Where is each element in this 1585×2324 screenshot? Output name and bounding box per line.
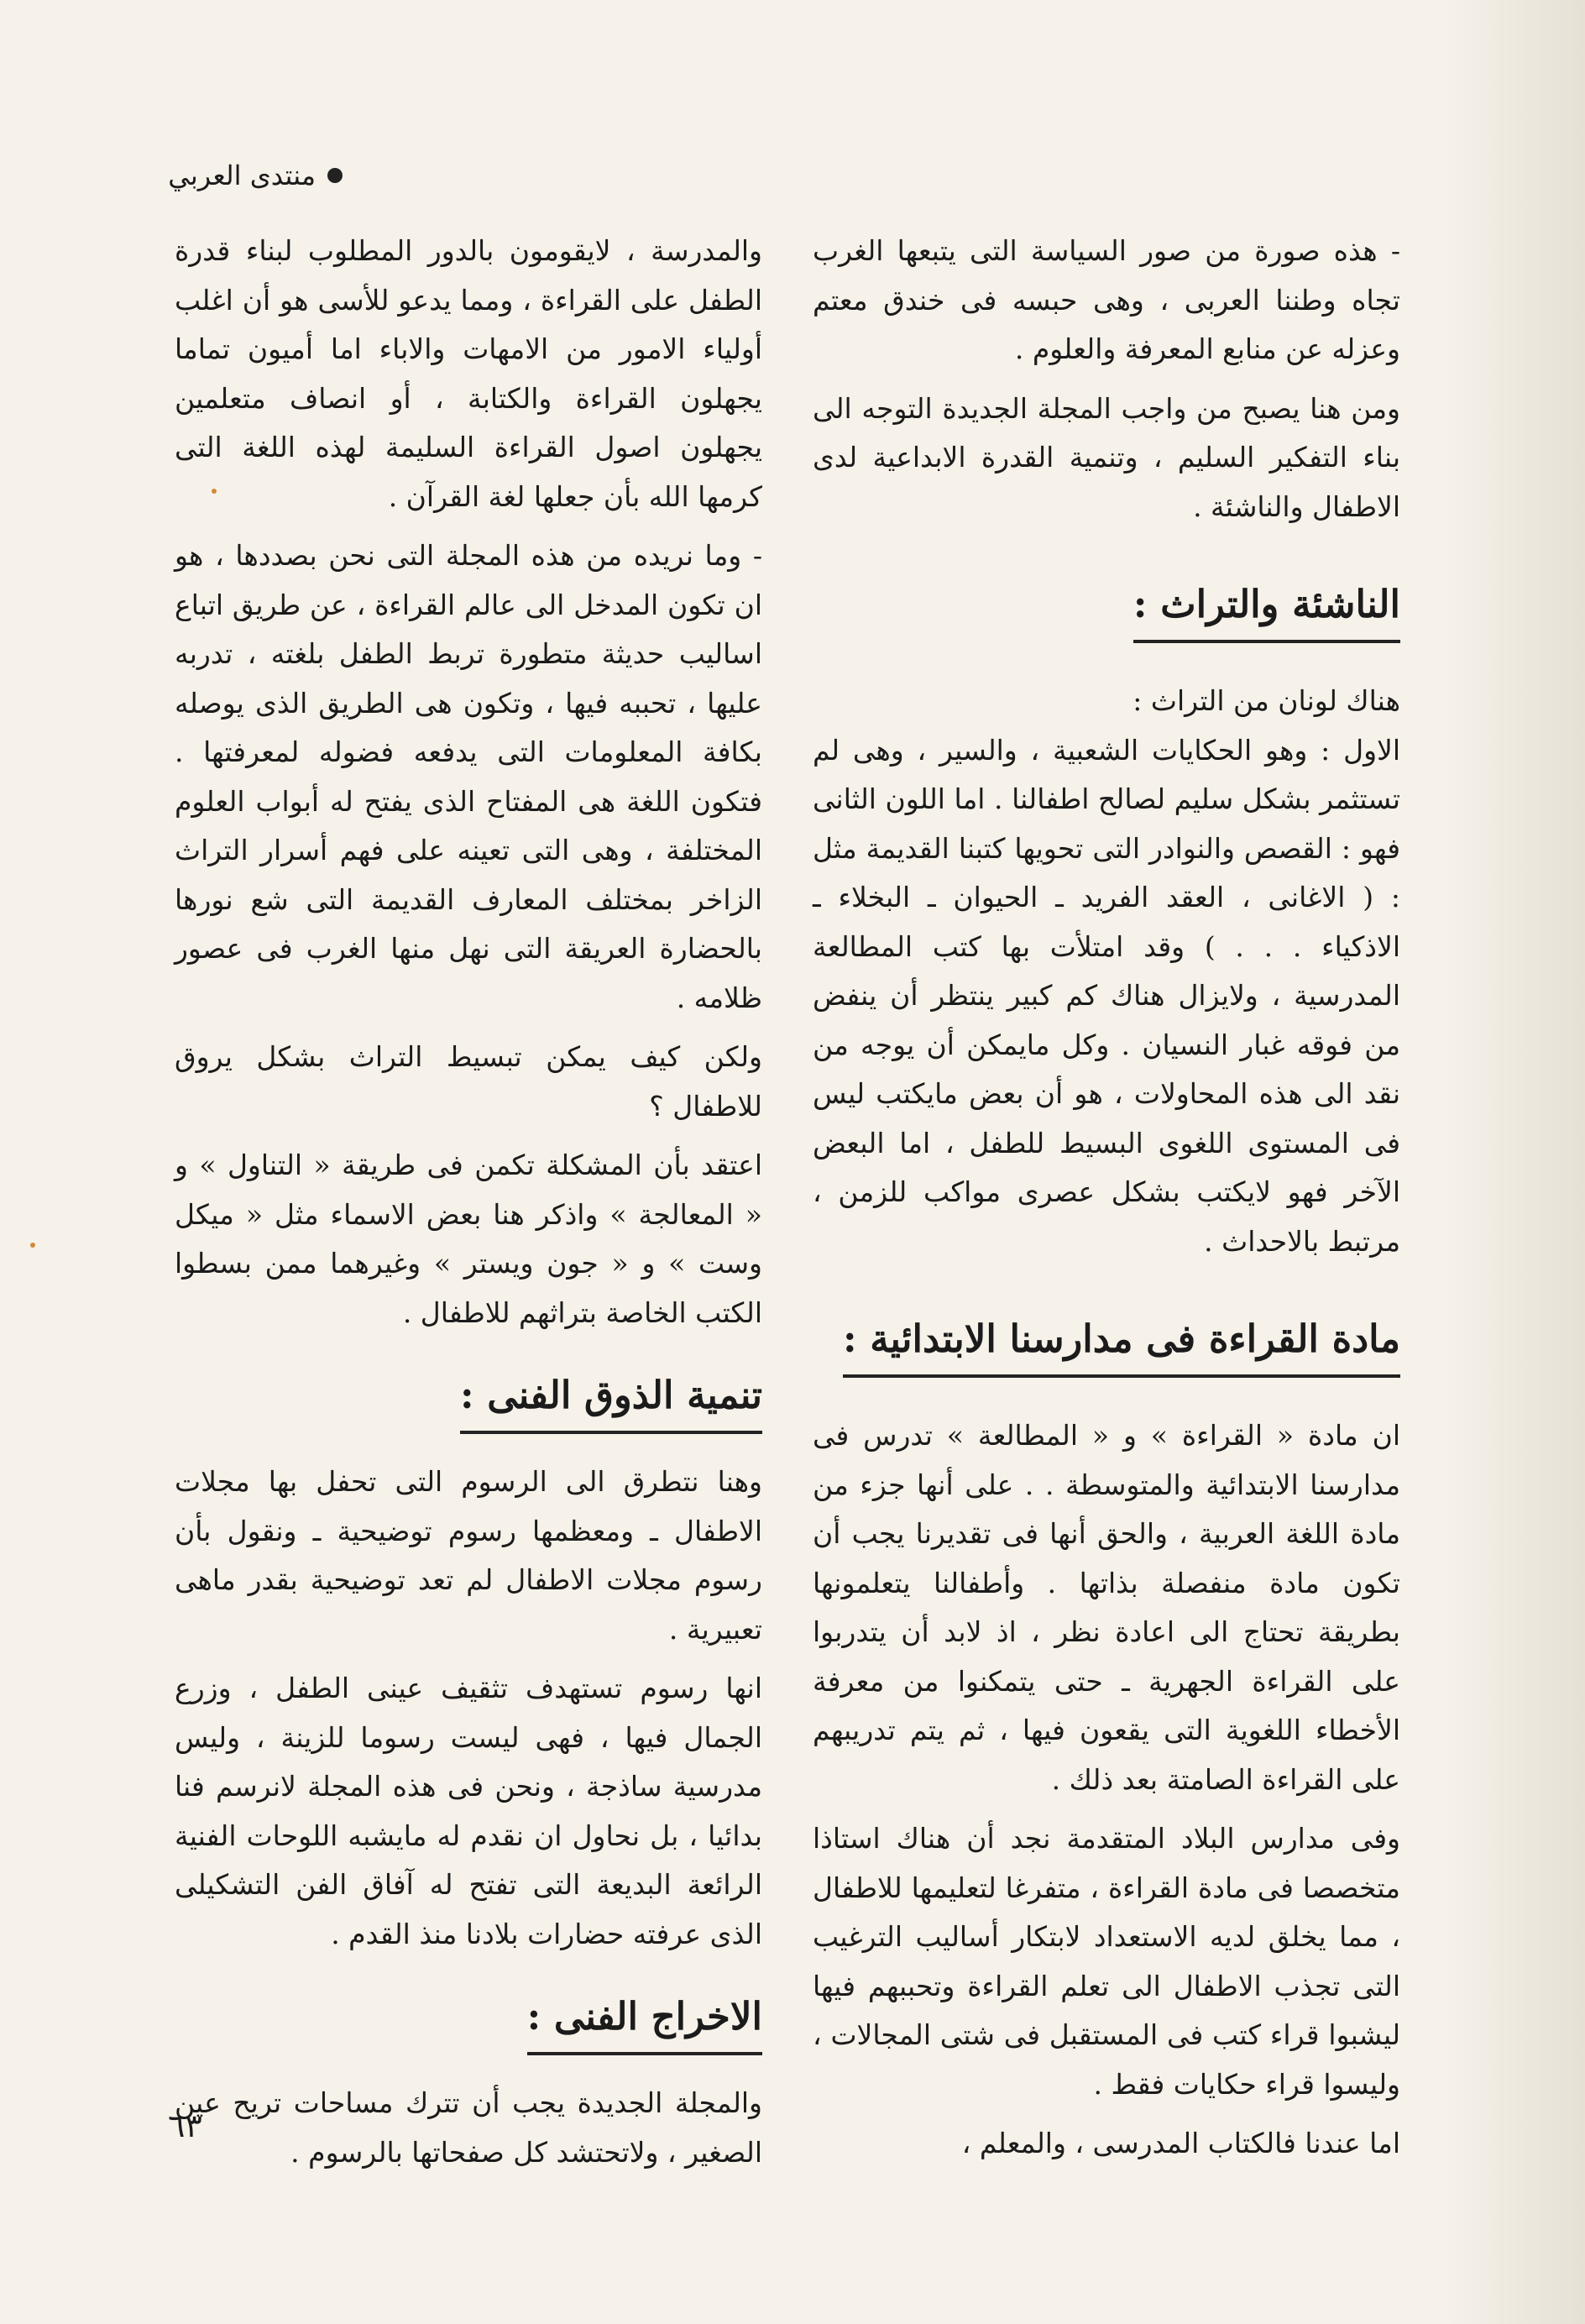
paragraph: ومن هنا يصبح من واجب المجلة الجديدة التوجه الى بناء التفكير السليم ، وتنمية القدرة الابداعية لدى الاطفال والناشئة . bbox=[813, 391, 1401, 523]
running-head-title: منتدى العربي bbox=[168, 160, 316, 191]
paragraph: اعتقد بأن المشكلة تكمن فى طريقة « التناول » و « المعالجة » واذكر هنا بعض الاسماء مثل « ميكل وست » و « جون ويستر » وغيرهما ممن بسطوا الكتب الخاصة بتراثهم للاطفال . bbox=[175, 1149, 762, 1329]
running-head bbox=[141, 160, 343, 191]
paragraph: ولكن كيف يمكن تبسيط التراث بشكل يروق للاطفال ؟ bbox=[175, 1040, 762, 1123]
paragraph: الاول : وهو الحكايات الشعبية ، والسير ، وهى لم تستثمر بشكل سليم لصالح اطفالنا . اما اللون الثانى فهو : القصص والنوادر التى تحويها كتبنا القديمة مثل : ( الاغانى ، العقد الفريد ـ الحيوان ـ البخلاء ـ الاذكياء . . . ) وقد امتلأت بها كتب المطالعة المدرسية ، ولايزال هناك كم كبير ينتظر أن ينفض من فوقه غبار النسيان . وكل مايمكن أن يوجه من نقد الى هذه المحاولات ، هو أن بعض مايكتب ليس فى المستوى اللغوى البسيط للطفل ، اما البعض الآخر فهو لايكتب بشكل عصرى مواكب للزمن ، مرتبط بالاحداث . bbox=[813, 733, 1400, 1258]
paragraph: هناك لونان من التراث : bbox=[1133, 684, 1400, 717]
section-heading-heritage: الناشئة والتراث : bbox=[1133, 575, 1400, 643]
paragraph: اما عندنا فالكتاب المدرسى ، والمعلم ، bbox=[961, 2127, 1400, 2159]
section-heading-art: تنمية الذوق الفنى : bbox=[460, 1366, 762, 1434]
page-number: ٦٣ bbox=[168, 2107, 202, 2144]
paragraph: - هذه صورة من صور السياسة التى يتبعها الغرب تجاه وطننا العربى ، وهى حبسه فى خندق معتم وعزله عن منابع المعرفة والعلوم . bbox=[813, 234, 1400, 365]
left-column bbox=[175, 227, 762, 2187]
paragraph: وهنا نتطرق الى الرسوم التى تحفل بها مجلات الاطفال ـ ومعظمها رسوم توضيحية ـ ونقول بأن رسوم مجلات الاطفال لم تعد توضيحية بقدر ماهى تعبيرية . bbox=[175, 1465, 762, 1646]
section-heading-reading: مادة القراءة فى مدارسنا الابتدائية : bbox=[843, 1310, 1400, 1378]
ink-speck bbox=[212, 489, 217, 494]
right-column bbox=[813, 227, 1400, 2179]
ink-speck bbox=[30, 1243, 35, 1248]
section-heading-layout: الاخراج الفنى : bbox=[527, 1987, 762, 2055]
paragraph: انها رسوم تستهدف تثقيف عينى الطفل ، وزرع الجمال فيها ، فهى ليست رسوما للزينة ، وليس مدرسية ساذجة ، ونحن فى هذه المجلة لانرسم فنا بدائيا ، بل نحاول ان نقدم له مايشبه اللوحات الفنية الرائعة البديعة التى تفتح له آفاق الفن التشكيلى الذى عرفته حضارات بلادنا منذ القدم . bbox=[175, 1672, 762, 1950]
paragraph: والمجلة الجديدة يجب أن تترك مساحات تريح عين الصغير ، ولاتحتشد كل صفحاتها بالرسوم . bbox=[175, 2086, 762, 2169]
paragraph: ان مادة « القراءة » و « المطالعة » تدرس فى مدارسنا الابتدائية والمتوسطة . . على أنها جزء من مادة اللغة العربية ، والحق أنها فى تقديرنا يجب أن تكون مادة منفصلة بذاتها . وأطفالنا يتعلمونها بطريقة تحتاج الى اعادة نظر ، اذ لابد أن يتدربوا على القراءة الجهرية ـ حتى يتمكنوا من معرفة الأخطاء اللغوية التى يقعون فيها ، ثم يتم تدريبهم على القراءة الصامتة بعد ذلك . bbox=[813, 1419, 1400, 1796]
paragraph: - وما نريده من هذه المجلة التى نحن بصددها ، هو ان تكون المدخل الى عالم القراءة ، عن طريق اتباع اساليب حديثة متطورة تربط الطفل بلغته ، تدربه عليها ، تحببه فيها ، وتكون هى الطريق الذى يوصله بكافة المعلومات التى يدفعه فضوله لمعرفتها . فتكون اللغة هى المفتاح الذى يفتح له أبواب العلوم المختلفة ، وهى التى تعينه على فهم أسرار التراث الزاخر بمختلف المعارف القديمة التى شع نورها بالحضارة العريقة التى نهل منها الغرب فى عصور ظلامه . bbox=[175, 539, 762, 1014]
paragraph: وفى مدارس البلاد المتقدمة نجد أن هناك استاذا متخصصا فى مادة القراءة ، متفرغا لتعليمها للاطفال ، مما يخلق لديه الاستعداد لابتكار أساليب الترغيب التى تجذب الاطفال الى تعلم القراءة وتحببهم فيها ليشبوا قراء كتب فى المستقبل فى شتى المجالات ، وليسوا قراء حكايات فقط . bbox=[813, 1822, 1400, 2101]
bullet-dot-icon bbox=[327, 168, 343, 183]
paragraph: والمدرسة ، لايقومون بالدور المطلوب لبناء قدرة الطفل على القراءة ، ومما يدعو للأسى هو أن اغلب أولياء الامور من الامهات والاباء اما أميون تماما يجهلون القراءة والكتابة ، أو انصاف متعلمين يجهلون اصول القراءة السليمة لهذه اللغة التى كرمها الله بأن جعلها لغة القرآن . bbox=[175, 234, 762, 513]
